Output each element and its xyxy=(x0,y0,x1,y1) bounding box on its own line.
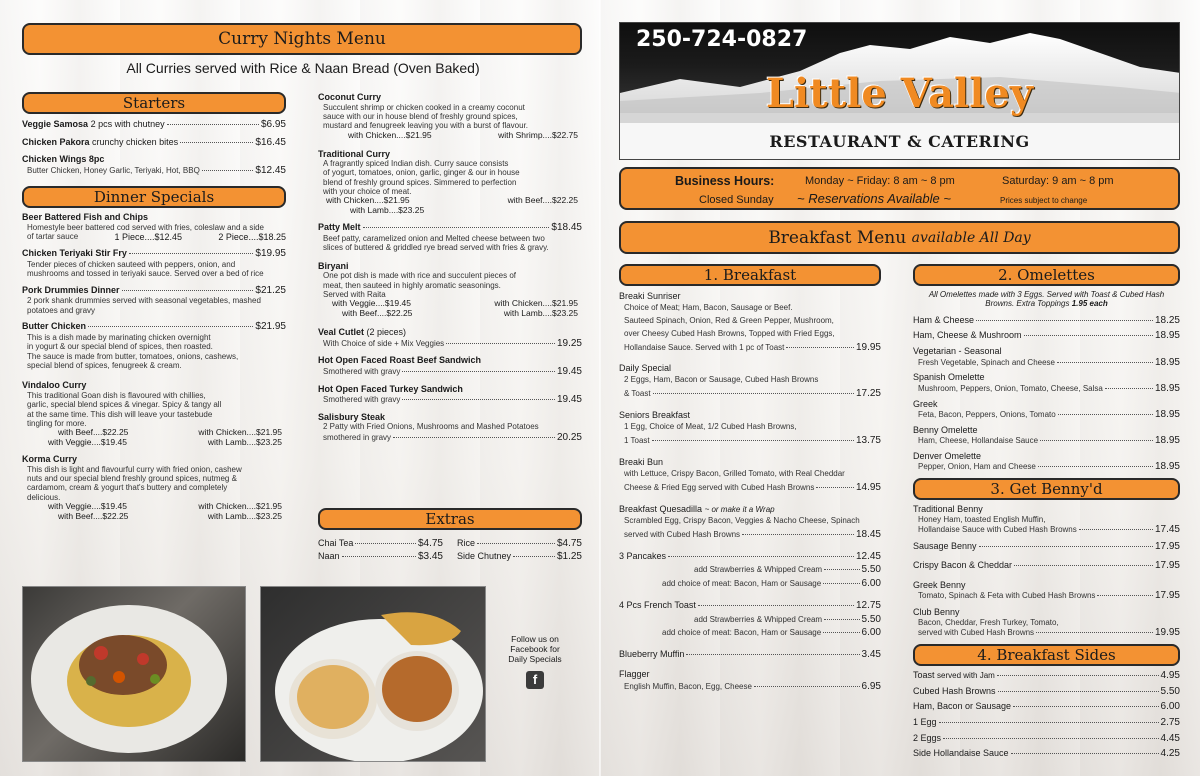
item-desc: Mushroom, Peppers, Onion, Tomato, Cheese, Salsa xyxy=(918,383,1103,393)
breakfast-subtitle: available All Day xyxy=(911,229,1031,246)
item-name: Chicken Teriyaki Stir Fry xyxy=(22,248,127,259)
item-desc: in yogurt & our special blend of spices, then roasted. xyxy=(27,342,213,352)
item-name: Hot Open Faced Turkey Sandwich xyxy=(318,383,463,394)
breakfast-banner xyxy=(619,221,1180,254)
item-price: 1 Piece....$12.45 xyxy=(114,231,183,242)
intro-text: Browns. Extra Toppings xyxy=(985,299,1070,309)
item-option: with Beef....$22.25 xyxy=(342,308,413,319)
item-name: Greek xyxy=(913,398,938,409)
side-item xyxy=(913,733,1180,745)
item-price: $4.75 xyxy=(417,538,443,549)
item-desc: This is a dish made by marinating chicken overnight xyxy=(27,332,211,342)
item-option: with Chicken....$21.95 xyxy=(198,501,282,512)
item-price: 13.75 xyxy=(855,435,881,446)
item-name: Denver Omelette xyxy=(913,450,982,461)
item-desc: Succulent shrimp or chicken cooked in a creamy coconut xyxy=(323,102,525,112)
item-price: 6.00 xyxy=(861,627,881,639)
item-price: 18.45 xyxy=(855,529,881,541)
item-price: 19.95 xyxy=(1154,627,1180,639)
business-hours xyxy=(619,167,1180,210)
item-price: 19.45 xyxy=(556,394,582,406)
item-name: Vegetarian - Seasonal xyxy=(913,346,1002,357)
item-desc: of yogurt, tomatoes, onion, garlic, ginger & our in house xyxy=(323,168,520,178)
omelettes-intro xyxy=(913,290,1180,309)
curry-item xyxy=(318,261,582,319)
starters-list xyxy=(22,119,286,183)
item-price: 17.25 xyxy=(855,388,881,400)
benny-item xyxy=(913,504,1180,536)
item-price: $21.95 xyxy=(255,321,286,333)
item-name: Naan xyxy=(318,551,340,561)
item-name: Traditional Curry xyxy=(318,148,391,159)
omelette-item xyxy=(913,425,1180,447)
starter-item xyxy=(22,154,286,176)
item-desc: 2 Eggs, Ham, Bacon or Sausage, Cubed Hash Browns xyxy=(624,375,819,385)
item-desc: Choice of Meat; Ham, Bacon, Sausage or Beef. xyxy=(624,303,793,313)
item-desc: smothered in gravy xyxy=(323,432,392,442)
item-name: Butter Chicken xyxy=(22,321,87,332)
item-price: $18.45 xyxy=(551,222,582,234)
item-addon: add Strawberries & Whipped Cream xyxy=(694,614,823,624)
item-price: 18.95 xyxy=(1154,382,1180,394)
item-desc: This dish is light and flavourful curry with fried onion, cashew xyxy=(27,464,242,474)
brand-subtitle: RESTAURANT & CATERING xyxy=(769,132,1030,151)
section-heading: 1. Breakfast xyxy=(703,266,797,284)
item-desc: English Muffin, Bacon, Egg, Cheese xyxy=(624,681,752,691)
sides-banner xyxy=(913,644,1180,666)
item-desc: One pot dish is made with rice and succulent pieces of xyxy=(323,271,516,281)
item-name: Korma Curry xyxy=(22,454,78,465)
item-name: Crispy Bacon & Cheddar xyxy=(913,560,1013,571)
dinner-item xyxy=(22,248,286,278)
item-desc: with your choice of meat. xyxy=(323,187,412,197)
extras-heading: Extras xyxy=(425,510,475,528)
item-name: Breaki Bun xyxy=(619,456,664,467)
item-price: 3.45 xyxy=(861,649,881,661)
item-price: $6.95 xyxy=(260,119,286,130)
dinner-item xyxy=(22,212,286,242)
item-addon: add choice of meat: Bacon, Ham or Sausage xyxy=(662,579,822,589)
item-price: 17.95 xyxy=(1154,540,1180,552)
item-desc: Hollandaise Sauce with Cubed Hash Browns xyxy=(918,524,1077,534)
item-desc: sauce with our in house blend of freshly ground spices, xyxy=(323,111,518,121)
extra-item xyxy=(318,538,443,549)
starter-item xyxy=(22,137,286,149)
side-item xyxy=(913,701,1180,713)
extra-item xyxy=(318,551,443,562)
item-desc: A fragrantly spiced Indian dish. Curry sauce consists xyxy=(323,159,509,169)
item-desc: Bacon, Cheddar, Fresh Turkey, Tomato, xyxy=(918,617,1059,627)
item-desc: delicious. xyxy=(27,492,61,502)
item-desc: nuts and our special blend freshly ground spices, nutmeg & xyxy=(27,474,237,484)
item-name: Ham, Cheese & Mushroom xyxy=(913,330,1022,341)
social-text: Facebook for xyxy=(510,644,560,655)
benny-item xyxy=(913,607,1180,639)
item-name: Seniors Breakfast xyxy=(619,410,691,421)
item-desc: & Toast xyxy=(624,389,651,399)
item-price: 12.45 xyxy=(855,550,881,562)
brand-logo-text: Little Valley xyxy=(765,70,1034,117)
dinner-item xyxy=(22,285,286,315)
hours-label: Business Hours: xyxy=(675,174,775,188)
item-option: with Veggie....$19.45 xyxy=(332,298,411,309)
item-desc: special blend of spices, fenugreek & cream. xyxy=(27,360,182,370)
item-name: Breaki Sunriser xyxy=(619,291,681,301)
item-desc: Served with Raita xyxy=(323,290,386,299)
extras-list xyxy=(318,538,582,562)
item-desc: Beef patty, caramelized onion and Melted cheese between two xyxy=(323,234,545,244)
item-option: with Lamb....$23.25 xyxy=(207,511,282,522)
item-price: $19.95 xyxy=(255,248,286,260)
starters-banner xyxy=(22,92,286,114)
item-desc: meat, then sauteed in highly aromatic seasonings. xyxy=(323,280,501,290)
item-name: Side Hollandaise Sauce xyxy=(913,748,1009,759)
dinner-specials-heading: Dinner Specials xyxy=(93,188,215,206)
item-price: 18.95 xyxy=(1154,461,1180,473)
item-desc: garlic, special blend spices & vinegar. Spicy & tangy all xyxy=(27,400,222,410)
breakfast-item xyxy=(619,550,881,591)
item-price: 4.95 xyxy=(1160,670,1180,681)
curry-item xyxy=(318,92,582,141)
item-price: 2.75 xyxy=(1160,717,1180,729)
curry-item xyxy=(318,222,582,252)
item-price: $12.45 xyxy=(255,164,286,176)
item-desc: Feta, Bacon, Peppers, Onions, Tomato xyxy=(918,410,1056,420)
item-desc: Butter Chicken, Honey Garlic, Teriyaki, Hot, BBQ xyxy=(27,165,200,175)
social-text: Follow us on xyxy=(511,634,559,644)
item-price: 6.00 xyxy=(1160,701,1180,713)
item-desc: Smothered with gravy xyxy=(323,395,401,405)
item-name: Veal Cutlet xyxy=(318,327,365,338)
item-name: Toast xyxy=(913,670,935,680)
item-price: 20.25 xyxy=(556,431,582,443)
item-name: 3 Pancakes xyxy=(619,550,667,561)
item-desc: served with Cubed Hash Browns xyxy=(624,530,741,540)
omelette-item xyxy=(913,330,1180,342)
item-name: Rice xyxy=(457,538,476,548)
item-price: 18.95 xyxy=(1154,409,1180,421)
biryani-plate-image xyxy=(261,587,486,762)
item-name: 2 Eggs xyxy=(913,732,942,743)
section-heading: 4. Breakfast Sides xyxy=(977,646,1116,664)
item-price: 18.95 xyxy=(1154,435,1180,447)
item-price: 14.95 xyxy=(855,481,881,493)
item-desc: Tomato, Spinach & Feta with Cubed Hash Browns xyxy=(918,591,1096,601)
item-desc: of tartar sauce xyxy=(27,231,79,241)
item-option: with Lamb....$23.25 xyxy=(207,437,282,448)
item-desc: at the same time. This dish will leave your tastebude xyxy=(27,409,213,419)
benny-item xyxy=(913,560,1180,572)
item-option: with Veggie....$19.45 xyxy=(48,437,127,448)
hours-sunday: Closed Sunday xyxy=(699,194,774,206)
item-name: Coconut Curry xyxy=(318,92,381,102)
starters-heading: Starters xyxy=(122,94,186,112)
facebook-icon[interactable]: f xyxy=(526,671,544,689)
item-name: 1 Egg xyxy=(913,717,937,728)
breakfast-title: Breakfast Menu xyxy=(768,227,907,248)
item-desc: 1 Toast xyxy=(624,436,650,445)
item-name: Salisbury Steak xyxy=(318,411,386,422)
item-option: with Shrimp....$22.75 xyxy=(498,129,578,140)
item-desc: Pepper, Onion, Ham and Cheese xyxy=(918,462,1036,472)
item-desc: The sauce is made from butter, tomatoes, onions, cashews, xyxy=(27,351,239,361)
starter-item xyxy=(22,119,286,131)
item-price: 19.45 xyxy=(556,365,582,377)
breakfast-item xyxy=(619,290,881,354)
item-desc: served with Cubed Hash Browns xyxy=(918,628,1035,638)
dinner-specials-banner xyxy=(22,186,286,208)
item-price: 6.00 xyxy=(861,578,881,590)
item-note: 2 pcs with chutney xyxy=(90,119,165,129)
item-name: Flagger xyxy=(619,668,650,679)
item-price: $16.45 xyxy=(255,136,286,148)
item-name: Spanish Omelette xyxy=(913,372,985,383)
curry-item xyxy=(318,412,582,444)
curry-item xyxy=(318,149,582,217)
side-item xyxy=(913,748,1180,760)
item-price: 12.75 xyxy=(855,600,881,612)
item-price: $3.45 xyxy=(417,551,443,562)
item-option: with Beef....$22.25 xyxy=(58,427,129,438)
item-price: 18.25 xyxy=(1154,314,1180,326)
item-name: Beer Battered Fish and Chips xyxy=(22,212,149,222)
price-note: Prices subject to change xyxy=(1000,196,1088,205)
social-text: Daily Specials xyxy=(508,654,562,665)
breakfast-item xyxy=(619,668,881,694)
item-option: with Chicken....$21.95 xyxy=(198,427,282,438)
item-desc: over Cheesy Cubed Hash Browns, Topped with Fried Eggs, xyxy=(624,328,835,338)
item-desc: Honey Ham, toasted English Muffin, xyxy=(918,514,1046,524)
omelettes-list xyxy=(913,290,1180,477)
item-name: Pork Drummies Dinner xyxy=(22,284,120,295)
extra-item xyxy=(457,538,582,549)
curry-plate-image xyxy=(23,587,246,762)
item-price: 6.95 xyxy=(861,680,881,692)
item-name: Club Benny xyxy=(913,607,960,618)
intro-text: All Omelettes made with 3 Eggs. Served with Toast & Cubed Hash xyxy=(928,290,1165,299)
item-name: 4 Pcs French Toast xyxy=(619,600,696,611)
dinner-item xyxy=(22,454,286,522)
item-name: Chicken Wings 8pc xyxy=(22,154,105,165)
item-option: with Lamb....$23.25 xyxy=(503,308,578,319)
item-desc: Ham, Cheese, Hollandaise Sauce xyxy=(918,436,1039,446)
curry-nights-banner xyxy=(22,23,582,55)
item-name: Benny Omelette xyxy=(913,424,978,435)
omelette-item xyxy=(913,399,1180,421)
item-desc: This traditional Goan dish is flavoured with chillies, xyxy=(27,390,206,400)
item-desc: mushrooms and tossed in teriyaki sauce. Served over a bed of rice xyxy=(27,269,264,279)
curry-list xyxy=(318,92,582,449)
dinner-list xyxy=(22,212,286,528)
curry-item xyxy=(318,384,582,406)
item-price: $1.25 xyxy=(556,551,582,562)
item-price: 19.25 xyxy=(556,337,582,349)
item-desc: Sauteed Spinach, Onion, Red & Green Pepper, Mushroom, xyxy=(624,315,834,325)
item-desc: cardamom, cream & yogurt that's buttery and completely xyxy=(27,483,228,493)
item-name: Daily Special xyxy=(619,363,672,374)
item-desc: Cheese & Fried Egg served with Cubed Hash Browns xyxy=(624,482,815,492)
item-name: Greek Benny xyxy=(913,579,966,590)
item-desc: potatoes and gravy xyxy=(27,305,96,315)
item-option: with Beef....$22.25 xyxy=(58,511,129,522)
item-desc: Smothered with gravy xyxy=(323,366,401,376)
item-price: 5.50 xyxy=(861,613,881,625)
dinner-item xyxy=(22,380,286,448)
item-price: $21.25 xyxy=(255,284,286,296)
omelette-item xyxy=(913,315,1180,327)
item-desc: 2 pork shank drummies served with seasonal vegetables, mashed xyxy=(27,296,261,306)
item-desc: 2 Patty with Fried Onions, Mushrooms and Mashed Potatoes xyxy=(323,422,539,432)
benny-banner xyxy=(913,478,1180,500)
item-desc: 1 Egg, Choice of Meat, 1/2 Cubed Hash Browns, xyxy=(624,422,797,432)
item-name: Biryani xyxy=(318,260,349,271)
benny-item xyxy=(913,541,1180,553)
item-desc: blend of freshly ground spices. Simmered to perfection xyxy=(323,177,517,187)
item-price: 17.45 xyxy=(1154,523,1180,535)
item-price: 2 Piece....$18.25 xyxy=(218,231,286,242)
dinner-item xyxy=(22,321,286,370)
fold-divider xyxy=(599,0,601,776)
phone-number: 250-724-0827 xyxy=(636,27,808,52)
item-note: served with Jam xyxy=(937,671,995,680)
item-option: with Veggie....$19.45 xyxy=(48,501,127,512)
item-note: crunchy chicken bites xyxy=(92,136,179,147)
item-name: Side Chutney xyxy=(457,551,512,561)
curry-photo xyxy=(22,586,246,762)
item-option: with Chicken....$21.95 xyxy=(494,298,578,309)
item-desc: Homestyle beer battered cod served with fries, coleslaw and a side xyxy=(27,222,265,232)
item-price: 17.95 xyxy=(1154,590,1180,602)
benny-item xyxy=(913,580,1180,602)
item-option: with Chicken....$21.95 xyxy=(326,195,410,206)
item-desc: Tender pieces of chicken sauteed with peppers, onion, and xyxy=(27,260,236,270)
item-price: 18.95 xyxy=(1154,356,1180,368)
item-name: Chicken Pakora xyxy=(22,136,90,147)
item-name: Sausage Benny xyxy=(913,540,977,551)
omelette-item xyxy=(913,372,1180,394)
extras-banner xyxy=(318,508,582,530)
item-note: (2 pieces) xyxy=(366,327,407,338)
breakfast-item xyxy=(619,362,881,401)
breakfast-list xyxy=(619,290,881,700)
item-price: 4.25 xyxy=(1160,748,1180,760)
item-price: 5.50 xyxy=(861,564,881,576)
item-name: Ham, Bacon or Sausage xyxy=(913,701,1012,712)
item-name: Patty Melt xyxy=(318,222,361,233)
item-name: Cubed Hash Browns xyxy=(913,685,996,696)
item-price: 17.95 xyxy=(1154,560,1180,572)
curry-item xyxy=(318,327,582,349)
item-price: $4.75 xyxy=(556,538,582,549)
item-name: Veggie Samosa xyxy=(22,119,89,129)
hours-saturday: Saturday: 9 am ~ 8 pm xyxy=(1002,175,1114,187)
item-addon: add choice of meat: Bacon, Ham or Sausage xyxy=(662,628,822,638)
curry-nights-title: Curry Nights Menu xyxy=(218,29,386,49)
item-name: Chai Tea xyxy=(318,538,354,548)
item-name: Blueberry Muffin xyxy=(619,649,685,660)
item-desc: slices of buttered & griddled rye bread served with fries & gravy. xyxy=(323,243,549,253)
item-note: ~ or make it a Wrap xyxy=(704,504,775,514)
omelettes-banner xyxy=(913,264,1180,286)
item-price: 18.95 xyxy=(1154,330,1180,342)
item-desc: Fresh Vegetable, Spinach and Cheese xyxy=(918,357,1055,367)
item-desc: with Lettuce, Crispy Bacon, Grilled Tomato, with Real Cheddar xyxy=(624,468,845,478)
item-price: 4.45 xyxy=(1160,732,1180,744)
curry-subtitle: All Curries served with Rice & Naan Bread (Oven Baked) xyxy=(126,60,480,76)
reservations-text: ~ Reservations Available ~ xyxy=(797,191,951,206)
omelette-item xyxy=(913,451,1180,473)
side-item xyxy=(913,717,1180,729)
breakfast-item xyxy=(619,409,881,448)
social-callout xyxy=(503,634,567,689)
hours-weekday: Monday ~ Friday: 8 am ~ 8 pm xyxy=(805,175,955,187)
breakfast-section-banner xyxy=(619,264,881,286)
extra-item xyxy=(457,551,582,562)
item-name: Vindaloo Curry xyxy=(22,380,87,391)
breakfast-item xyxy=(619,456,881,495)
item-desc: With Choice of side + Mix Veggies xyxy=(323,338,445,348)
side-item xyxy=(913,686,1180,698)
item-option: with Beef....$22.25 xyxy=(507,195,578,206)
item-price: 5.50 xyxy=(1160,685,1180,697)
breakfast-item xyxy=(619,599,881,640)
section-heading: 2. Omelettes xyxy=(998,266,1095,284)
item-name: Traditional Benny xyxy=(913,504,983,514)
item-name: Ham & Cheese xyxy=(913,314,975,325)
side-item xyxy=(913,670,1180,682)
biryani-photo xyxy=(260,586,486,762)
omelette-item xyxy=(913,346,1180,368)
breakfast-item xyxy=(619,503,881,542)
section-heading: 3. Get Benny'd xyxy=(990,480,1103,498)
item-name: Breakfast Quesadilla xyxy=(619,503,703,514)
item-addon: add Strawberries & Whipped Cream xyxy=(694,565,823,575)
item-desc: tingling for more. xyxy=(27,418,87,428)
sides-list xyxy=(913,670,1180,760)
breakfast-item xyxy=(619,648,881,662)
curry-item xyxy=(318,355,582,377)
item-desc: mustard and fenugreek leaving you with a burst of flavour. xyxy=(323,121,529,131)
intro-price: 1.95 each xyxy=(1071,299,1108,309)
item-price: 19.95 xyxy=(855,341,881,353)
item-name: Hot Open Faced Roast Beef Sandwich xyxy=(318,355,482,366)
benny-list xyxy=(913,504,1180,645)
item-desc: Scrambled Egg, Crispy Bacon, Veggies & Nacho Cheese, Spinach xyxy=(624,516,860,526)
item-option: with Chicken....$21.95 xyxy=(348,129,432,140)
item-desc: Hollandaise Sauce. Served with 1 pc of Toast xyxy=(624,342,785,352)
item-option: with Lamb....$23.25 xyxy=(350,205,425,216)
